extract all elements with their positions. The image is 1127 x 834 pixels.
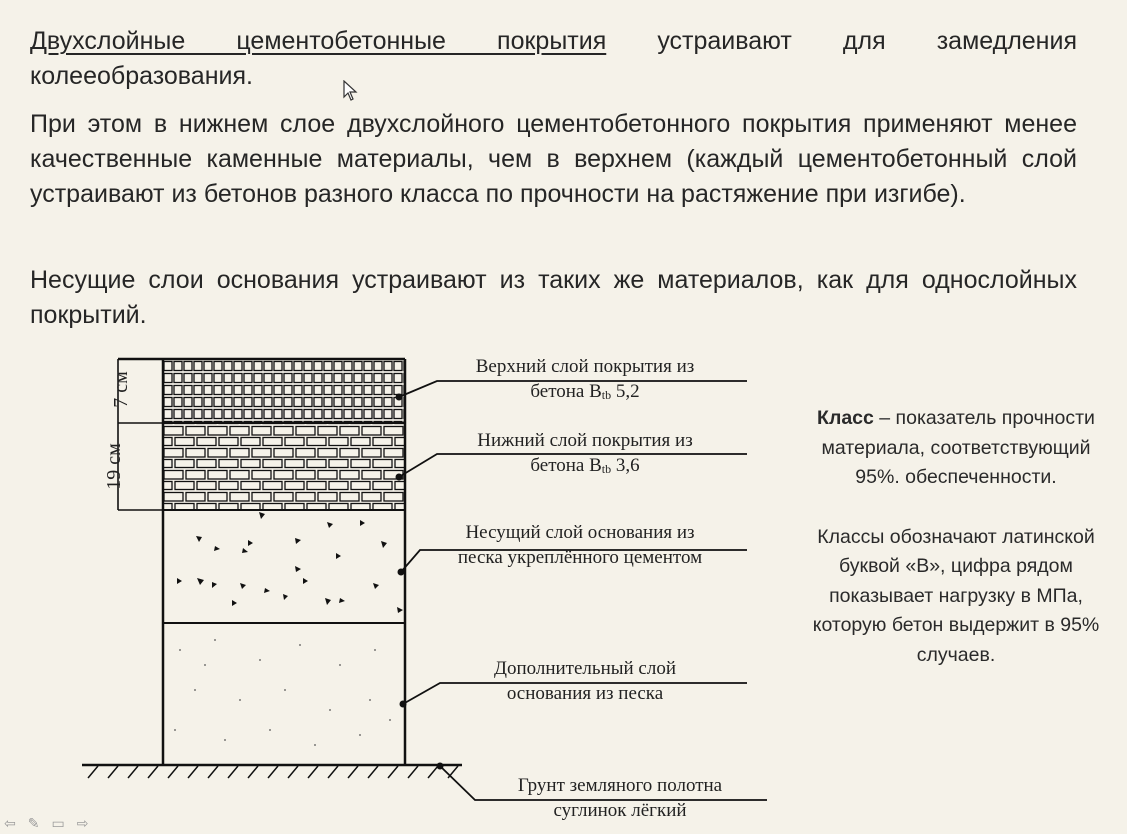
upper-concrete-layer bbox=[163, 360, 405, 423]
lower-concrete-layer bbox=[163, 424, 405, 510]
class-notation-note: Классы обозначают латинской буквой «В», цифра рядом показывает нагрузку в МПа, которую бетон выдержит в 95% случаев. bbox=[812, 525, 1100, 666]
label-upper-layer: Верхний слой покрытия из бетона $B_{tb}$ 5,2 bbox=[475, 356, 695, 402]
class-term: Класс bbox=[817, 407, 874, 429]
slide-navigation bbox=[4, 816, 88, 832]
paragraph-base-layers: Несущие слои основания устраивают из таких же материалов, как для однослойных покрытий. bbox=[30, 266, 1077, 329]
menu-icon[interactable]: ▭ bbox=[51, 816, 65, 832]
dimension-19cm: 19 см bbox=[102, 443, 125, 490]
label-subgrade: Грунт земляного полотна суглинок лёгкий bbox=[517, 775, 723, 821]
cement-sand-layer bbox=[177, 512, 403, 613]
arrow-right-icon[interactable]: ⇨ bbox=[76, 816, 89, 832]
label-sand-layer: Дополнительный слой основания из песка bbox=[493, 658, 676, 704]
underlined-term: Двухслойные цементобетонные покрытия bbox=[30, 27, 607, 55]
paragraph-1-rest: устраивают для замедления колееобразования. bbox=[30, 27, 1077, 90]
paragraph-lower-layer: При этом в нижнем слое двухслойного цементобетонного покрытия применяют менее качественные каменные материалы, чем в верхнем (каждый цементобетонный слой устраивают из бетонов разного класса по прочности на растяжение при изгибе). bbox=[30, 110, 1077, 208]
ground-hatch bbox=[88, 766, 458, 778]
arrow-left-icon[interactable]: ⇦ bbox=[4, 816, 16, 832]
dimension-7cm: 7 см bbox=[109, 371, 132, 408]
label-lower-layer: Нижний слой покрытия из бетона $B_{tb}$ 3,6 bbox=[477, 430, 693, 476]
pen-icon[interactable]: ✎ bbox=[27, 816, 40, 832]
class-definition: – показатель прочности материала, соответствующий 95%. обеспеченности. bbox=[821, 407, 1095, 488]
sand-layer bbox=[174, 639, 391, 746]
label-cement-sand-layer: Несущий слой основания из песка укреплённого цементом bbox=[457, 522, 703, 568]
class-definition-note bbox=[812, 404, 1100, 670]
